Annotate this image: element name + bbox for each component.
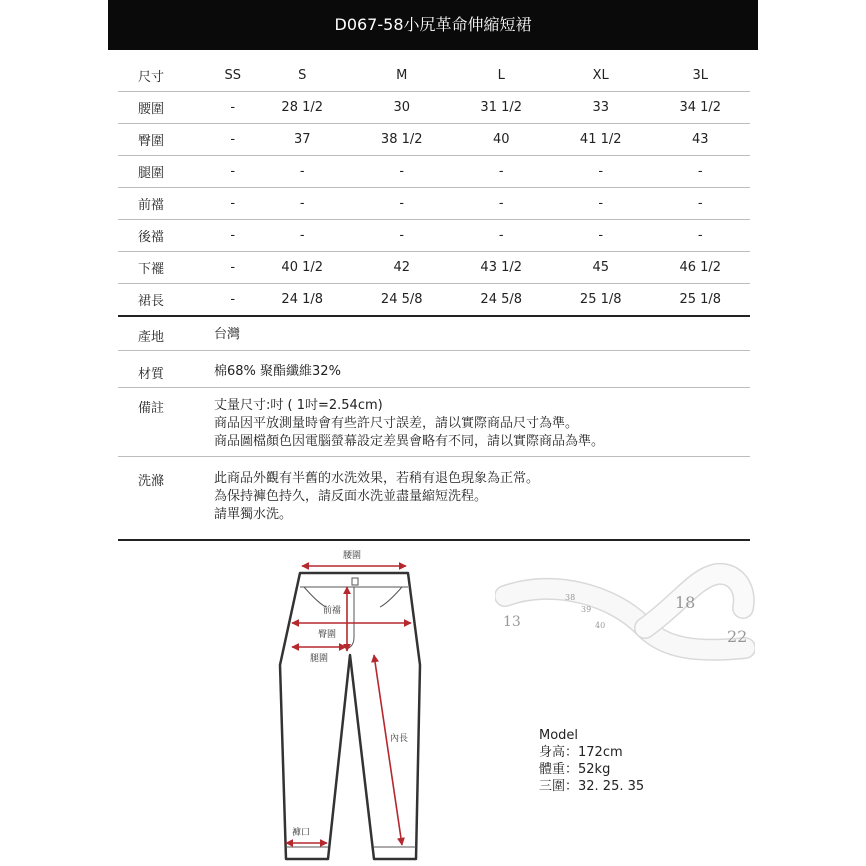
table-cell: 41 1/2 bbox=[551, 124, 651, 156]
table-cell: - bbox=[451, 220, 551, 252]
table-row bbox=[118, 92, 750, 124]
model-info bbox=[539, 727, 644, 795]
table-cell: 40 1/2 bbox=[252, 252, 352, 284]
table-cell: - bbox=[213, 252, 252, 284]
model-weight: 體重：52kg bbox=[539, 762, 611, 777]
material-row bbox=[118, 363, 750, 388]
tape-number: 38 bbox=[565, 593, 576, 602]
page-title: D067-58小尻革命伸縮短裙 bbox=[108, 0, 758, 50]
row-label: 後襠 bbox=[118, 220, 213, 252]
tape-number: 40 bbox=[595, 621, 606, 630]
tape-number: 22 bbox=[727, 627, 748, 646]
hip-label: 臀圍 bbox=[318, 630, 337, 640]
measuring-tape-image bbox=[495, 548, 755, 668]
row-label: 下襬 bbox=[118, 252, 213, 284]
table-cell: 30 bbox=[352, 92, 452, 124]
washing-line: 此商品外觀有半舊的水洗效果，若稍有退色現象為正常。 bbox=[214, 471, 540, 486]
table-cell: - bbox=[352, 188, 452, 220]
table-cell: 46 1/2 bbox=[650, 252, 750, 284]
table-cell: - bbox=[551, 156, 651, 188]
washing-label: 洗滌 bbox=[138, 474, 165, 489]
header-cell: M bbox=[352, 60, 452, 92]
row-label: 腿圍 bbox=[118, 156, 213, 188]
table-cell: 24 5/8 bbox=[451, 284, 551, 317]
pants-diagram bbox=[270, 545, 465, 863]
pocket-line bbox=[380, 587, 402, 607]
table-cell: 37 bbox=[252, 124, 352, 156]
hem-label: 褲口 bbox=[292, 828, 311, 838]
notes-line: 丈量尺寸:吋 ( 1吋=2.54cm) bbox=[214, 398, 383, 413]
table-cell: - bbox=[252, 220, 352, 252]
washing-text bbox=[214, 470, 539, 524]
row-label: 前襠 bbox=[118, 188, 213, 220]
size-table bbox=[118, 60, 750, 317]
header-cell: 3L bbox=[650, 60, 750, 92]
table-row bbox=[118, 124, 750, 156]
material-value: 棉68% 聚酯纖維32% bbox=[214, 364, 341, 379]
table-row bbox=[118, 252, 750, 284]
table-cell: 40 bbox=[451, 124, 551, 156]
model-height: 身高：172cm bbox=[539, 745, 623, 760]
thigh-label: 腿圍 bbox=[310, 654, 329, 664]
table-cell: 34 1/2 bbox=[650, 92, 750, 124]
notes-line: 商品圖檔顏色因電腦螢幕設定差異會略有不同，請以實際商品為準。 bbox=[214, 434, 605, 449]
table-cell: - bbox=[451, 156, 551, 188]
section-divider bbox=[118, 539, 750, 541]
waist-label: 腰圍 bbox=[343, 551, 362, 561]
notes-text bbox=[214, 397, 604, 451]
notes-label: 備註 bbox=[138, 401, 165, 416]
tape-number: 39 bbox=[581, 605, 592, 614]
header-cell: 尺寸 bbox=[118, 60, 213, 92]
table-cell: - bbox=[551, 220, 651, 252]
table-cell: - bbox=[451, 188, 551, 220]
table-cell: 45 bbox=[551, 252, 651, 284]
table-row bbox=[118, 188, 750, 220]
header-cell: XL bbox=[551, 60, 651, 92]
front-rise-label: 前襠 bbox=[323, 606, 342, 616]
origin-row bbox=[118, 326, 750, 351]
table-cell: - bbox=[213, 92, 252, 124]
material-label: 材質 bbox=[138, 367, 165, 382]
notes-row bbox=[118, 397, 750, 457]
tape-number: 13 bbox=[503, 614, 521, 630]
table-cell: 25 1/8 bbox=[650, 284, 750, 317]
table-cell: - bbox=[252, 156, 352, 188]
pocket-line bbox=[304, 587, 326, 607]
table-cell: - bbox=[213, 124, 252, 156]
header-cell: L bbox=[451, 60, 551, 92]
table-cell: 43 1/2 bbox=[451, 252, 551, 284]
table-cell: - bbox=[650, 220, 750, 252]
table-cell: 33 bbox=[551, 92, 651, 124]
table-cell: 31 1/2 bbox=[451, 92, 551, 124]
table-cell: 42 bbox=[352, 252, 452, 284]
origin-label: 產地 bbox=[138, 330, 165, 345]
model-measurements: 三圍：32. 25. 35 bbox=[539, 779, 645, 794]
header-cell: SS bbox=[213, 60, 252, 92]
tape-band bbox=[505, 589, 748, 650]
header-cell: S bbox=[252, 60, 352, 92]
table-cell: 43 bbox=[650, 124, 750, 156]
table-cell: - bbox=[352, 220, 452, 252]
inseam-arrow bbox=[374, 655, 402, 845]
table-cell: - bbox=[252, 188, 352, 220]
table-cell: - bbox=[650, 156, 750, 188]
table-cell: - bbox=[650, 188, 750, 220]
table-cell: 25 1/8 bbox=[551, 284, 651, 317]
washing-line: 請單獨水洗。 bbox=[214, 507, 293, 522]
origin-value: 台灣 bbox=[214, 327, 241, 342]
button-icon bbox=[352, 578, 358, 585]
tape-number: 18 bbox=[675, 593, 696, 612]
row-label: 臀圍 bbox=[118, 124, 213, 156]
table-cell: 24 5/8 bbox=[352, 284, 452, 317]
table-row bbox=[118, 220, 750, 252]
table-cell: - bbox=[213, 284, 252, 317]
model-title: Model bbox=[539, 728, 579, 743]
table-cell: - bbox=[352, 156, 452, 188]
washing-row bbox=[118, 470, 750, 530]
table-header-row bbox=[118, 60, 750, 92]
row-label: 裙長 bbox=[118, 284, 213, 317]
table-cell: - bbox=[551, 188, 651, 220]
table-cell: 38 1/2 bbox=[352, 124, 452, 156]
table-row bbox=[118, 156, 750, 188]
table-cell: 28 1/2 bbox=[252, 92, 352, 124]
pants-outline bbox=[280, 573, 420, 859]
inseam-label: 內長 bbox=[390, 734, 409, 744]
row-label: 腰圍 bbox=[118, 92, 213, 124]
table-cell: 24 1/8 bbox=[252, 284, 352, 317]
table-cell: - bbox=[213, 156, 252, 188]
notes-line: 商品因平放測量時會有些許尺寸誤差，請以實際商品尺寸為準。 bbox=[214, 416, 579, 431]
table-cell: - bbox=[213, 220, 252, 252]
washing-line: 為保持褲色持久，請反面水洗並盡量縮短洗程。 bbox=[214, 489, 488, 504]
table-cell: - bbox=[213, 188, 252, 220]
table-row bbox=[118, 284, 750, 317]
